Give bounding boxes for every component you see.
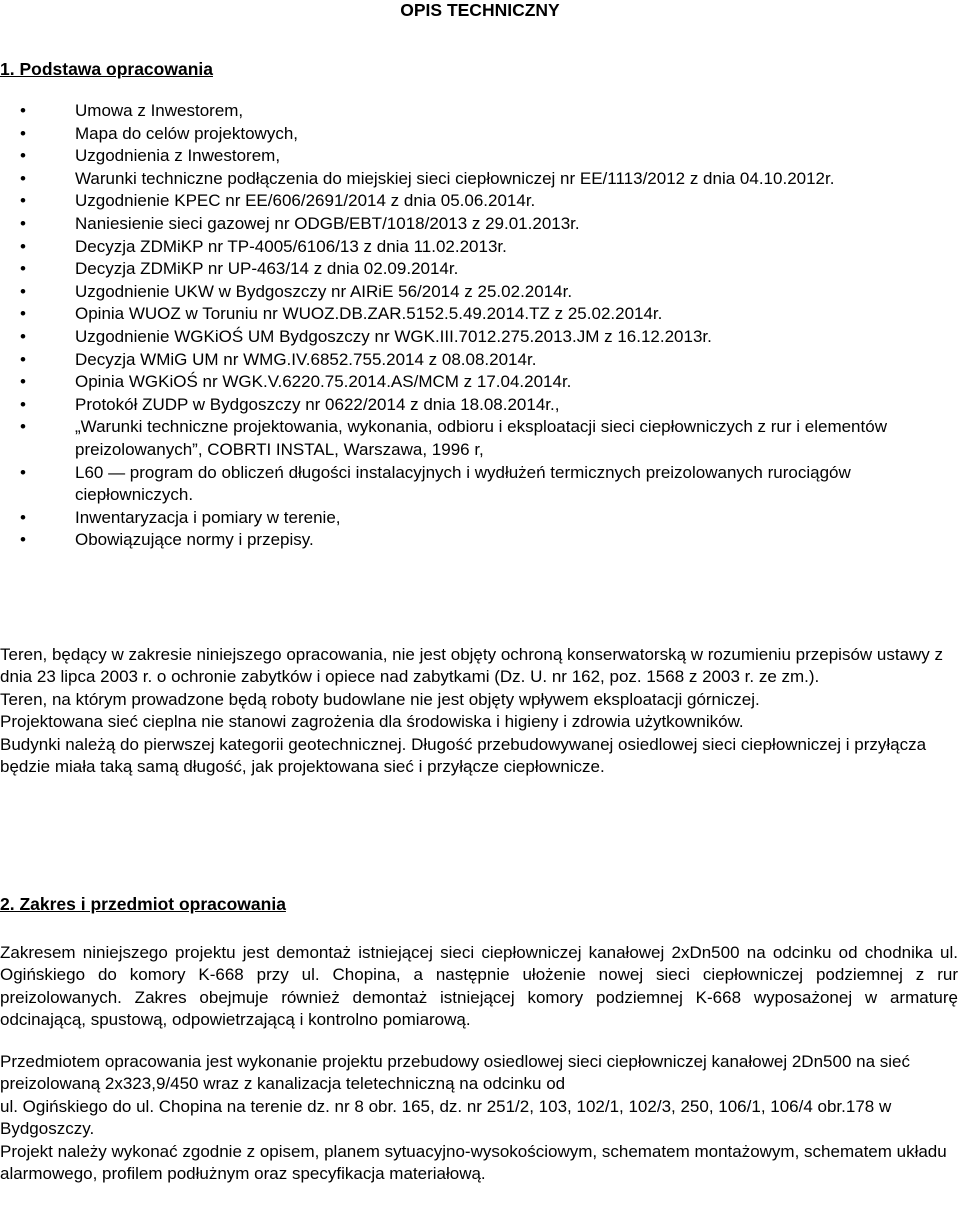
list-item: • Obowiązujące normy i przepisy. [0, 529, 960, 552]
section-1-heading: 1. Podstawa opracowania [0, 59, 213, 79]
list-item: • Umowa z Inwestorem, [0, 100, 960, 123]
list-item: • Protokół ZUDP w Bydgoszczy nr 0622/2014 z dnia 18.08.2014r., [0, 394, 960, 417]
list-item: • „Warunki techniczne projektowania, wykonania, odbioru i eksploatacji sieci ciepłowniczych z rur i elementów preizolowanych”, COBRTI INSTAL, Warszawa, 1996 r, [0, 416, 960, 461]
list-item: • Inwentaryzacja i pomiary w terenie, [0, 507, 960, 530]
list-item: • Decyzja ZDMiKP nr UP-463/14 z dnia 02.09.2014r. [0, 258, 960, 281]
list-item: • Opinia WGKiOŚ nr WGK.V.6220.75.2014.AS/MCM z 17.04.2014r. [0, 371, 960, 394]
list-item: • Decyzja ZDMiKP nr TP-4005/6106/13 z dnia 11.02.2013r. [0, 236, 960, 259]
scope-paragraph: Zakresem niniejszego projektu jest demontaż istniejącej sieci ciepłowniczej kanałowej 2xDn500 na odcinku od chodnika ul. Ogińskiego do komory K-668 przy ul. Chopina, a następnie ułożenie nowej sieci ciepłowniczej podziemnej z rur preizolowanych. Zakres obejmuje również demontaż istniejącej komory podziemnej K-668 wyposażonej w armaturę odcinającą, spustową, odpowietrzającą i kontrolno pomiarową. [0, 943, 958, 1030]
list-item: • Opinia WUOZ w Toruniu nr WUOZ.DB.ZAR.5152.5.49.2014.TZ z 25.02.2014r. [0, 303, 960, 326]
list-item: • Mapa do celów projektowych, [0, 123, 960, 146]
subject-paragraph: Przedmiotem opracowania jest wykonanie projektu przebudowy osiedlowej sieci ciepłowniczej kanałowej 2Dn500 na sieć preizolowaną 2x323,9/450 wraz z kanalizacja teletechniczną na odcinku od ul. Ogińskiego do ul. Chopina na terenie dz. nr 8 obr. 165, dz. nr 251/2, 103, 102/1, 102/3, 250, 106/1, 106/4 obr.178 w Bydgoszczy. Projekt należy wykonać zgodnie z opisem, planem sytuacyjno-wysokościowym, schematem montażowym, schematem układu alarmowego, profilem podłużnym oraz specyfikacja materiałową. [0, 1052, 947, 1184]
list-item: • Uzgodnienie UKW w Bydgoszczy nr AIRiE 56/2014 z 25.02.2014r. [0, 281, 960, 304]
list-item: • Decyzja WMiG UM nr WMG.IV.6852.755.2014 z 08.08.2014r. [0, 349, 960, 372]
document-title: OPIS TECHNICZNY [400, 0, 560, 20]
site-conditions-paragraph: Teren, będący w zakresie niniejszego opracowania, nie jest objęty ochroną konserwatorską w rozumieniu przepisów ustawy z dnia 23 lipca 2003 r. o ochronie zabytków i opiece nad zabytkami (Dz. U. nr 162, poz. 1568 z 2003 r. ze zm.). Teren, na którym prowadzone będą roboty budowlane nie jest objęty wpływem eksploatacji górniczej. Projektowana sieć cieplna nie stanowi zagrożenia dla środowiska i higieny i zdrowia użytkowników. Budynki należą do pierwszej kategorii geotechnicznej. Długość przebudowywanej osiedlowej sieci ciepłowniczej i przyłącza będzie miała taką samą długość, jak projektowana sieć i przyłącze ciepłownicze. [0, 645, 944, 777]
basis-list [0, 100, 960, 552]
list-item: • L60 — program do obliczeń długości instalacyjnych i wydłużeń termicznych preizolowanych rurociągów ciepłowniczych. [0, 462, 960, 507]
list-item: • Uzgodnienie KPEC nr EE/606/2691/2014 z dnia 05.06.2014r. [0, 190, 960, 213]
list-item: • Uzgodnienie WGKiOŚ UM Bydgoszczy nr WGK.III.7012.275.2013.JM z 16.12.2013r. [0, 326, 960, 349]
list-item: • Warunki techniczne podłączenia do miejskiej sieci ciepłowniczej nr EE/1113/2012 z dnia 04.10.2012r. [0, 168, 960, 191]
list-item: • Naniesienie sieci gazowej nr ODGB/EBT/1018/2013 z 29.01.2013r. [0, 213, 960, 236]
section-2-heading: 2. Zakres i przedmiot opracowania [0, 894, 286, 914]
list-item: • Uzgodnienia z Inwestorem, [0, 145, 960, 168]
